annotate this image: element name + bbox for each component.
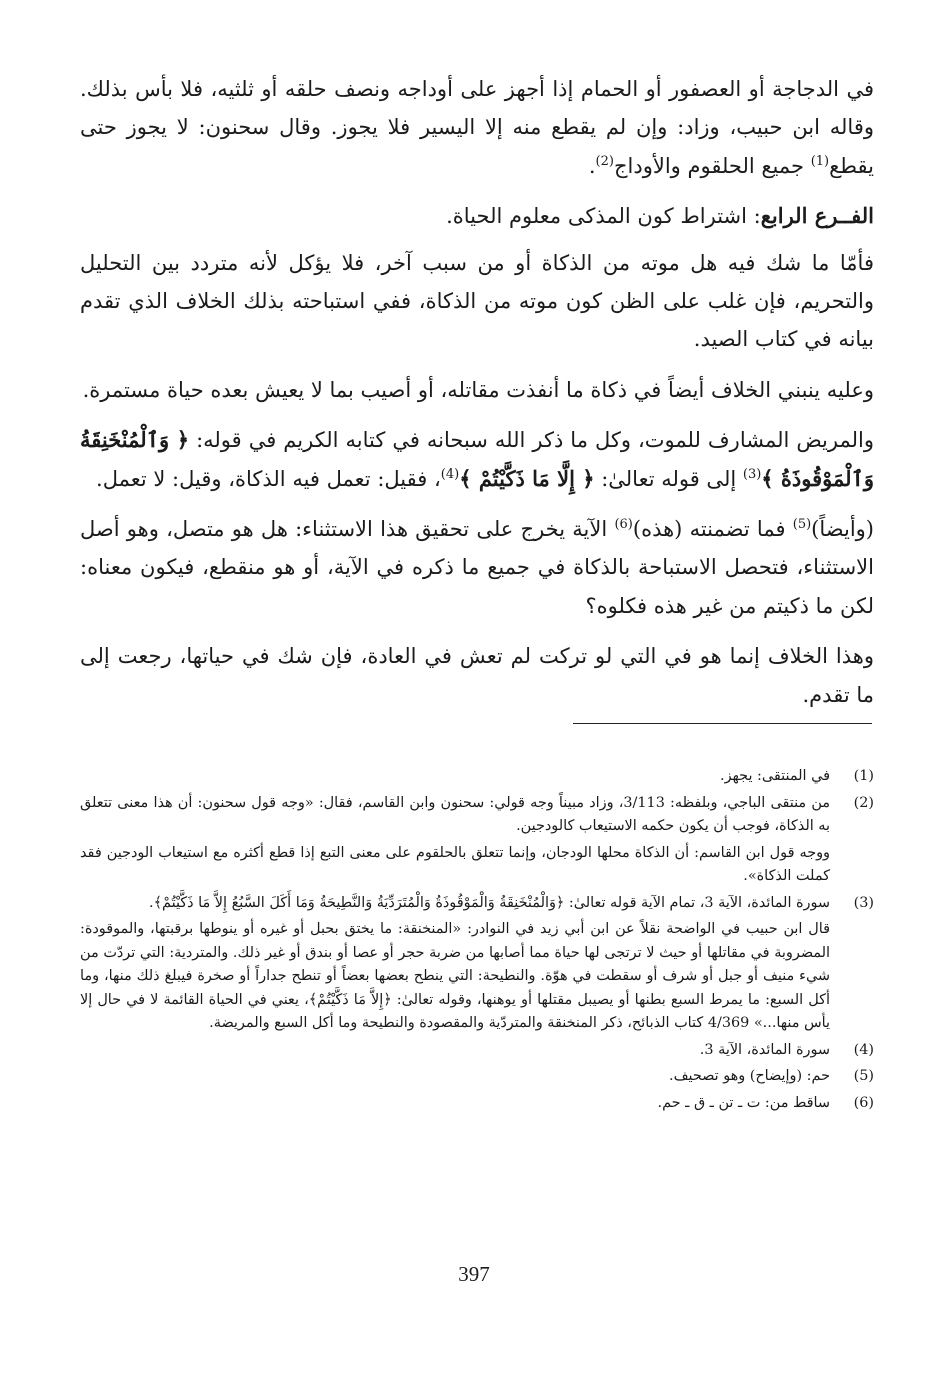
footnote-ref-6[interactable]: (6): [614, 517, 633, 533]
paragraph-3: وعليه ينبني الخلاف أيضاً في ذكاة ما أنفذت مقاتله، أو أصيب بما لا يعيش بعده حياة مستمرة.: [82, 377, 874, 402]
paragraph-4: [80, 421, 874, 498]
section-heading: [80, 197, 874, 235]
footnote-number: (2): [853, 794, 874, 811]
footnote-2-continuation: ووجه قول ابن القاسم: أن الذكاة محلها الودجان، وإنما تتعلق بالحلقوم على معنى التبع إذا قطع أكثره مع استيعاب الودجين فقد كملت الذكاة».: [80, 844, 830, 884]
footnote-2: [80, 792, 874, 839]
footnote-text: سورة المائدة، الآية 3، تمام الآية قوله تعالىٰ: ﴿وَالْمُنْخَنِقَةُ وَالْمَوْقُوذَةُ وَالْمُتَرَدِّيَةُ وَالنَّطِيحَةُ وَمَا أَكَلَ السَّبُعُ إِلاَّ مَا ذَكَّيْتُمْ﴾.: [149, 894, 830, 911]
footnote-ref-1[interactable]: (1): [810, 153, 830, 169]
quran-quote-2: ﴿ إِلَّا مَا ذَكَّيْتُمْ ﴾: [459, 465, 595, 491]
paragraph-4-text-c: ، فقيل: تعمل فيه الذكاة، وقيل: لا تعمل.: [96, 466, 441, 491]
footnote-text: سورة المائدة، الآية 3.: [699, 1041, 830, 1058]
paragraph-5-text-a: (وأيضاً): [811, 517, 874, 542]
paragraph-5-text-c: الآية يخرج على تحقيق هذا الاستثناء: هل هو متصل، وهو أصل الاستثناء، فتحصل الاستباحة بالذكاة في جميع ما ذكره في الآية، أو هو منقطع، فيكون معناه: لكن ما ذكيتم من غير هذه فكلوه؟: [80, 517, 874, 618]
main-text: [80, 70, 874, 726]
footnote-number: (3): [853, 894, 874, 911]
footnote-ref-4[interactable]: (4): [440, 466, 460, 482]
quran-quote-1: ﴿ وَٱلْمُنْخَنِقَةُ وَٱلْمَوْقُوذَةُ ﴾: [80, 427, 874, 491]
paragraph-4-text-a: والمريض المشارف للموت، وكل ما ذكر الله سبحانه في كتابه الكريم في قوله:: [189, 428, 875, 453]
paragraph-1-mid: جميع الحلقوم والأوداج: [613, 153, 811, 178]
footnote-ref-2[interactable]: (2): [595, 153, 614, 169]
footnote-number: (1): [853, 768, 874, 784]
footnote-6: [80, 1092, 874, 1116]
footnote-text: حم: (وإيضاح) وهو تصحيف.: [669, 1068, 830, 1084]
footnote-ref-5[interactable]: (5): [792, 517, 812, 533]
paragraph-1-text: في الدجاجة أو العصفور أو الحمام إذا أجهز على أوداجه ونصف حلقه أو ثلثيه، فلا بأس بذلك. وقاله ابن حبيب، وزاد: وإن لم يقطع منه إلا اليسير فلا يجوز. وقال سحنون: لا يجوز حتى يقطع: [80, 77, 874, 178]
paragraph-2: فأمّا ما شك فيه هل موته من الذكاة أو من سبب آخر، فلا يؤكل لأنه متردد بين التحليل والتحريم، فإن غلب على الظن كون موته من الذكاة، ففي استباحته بذلك الخلاف الذي تقدم بيانه في كتاب الصيد.: [80, 250, 874, 352]
footnote-text: ساقط من: ت ـ تن ـ ق ـ حم.: [657, 1094, 830, 1111]
footnote-3: [80, 892, 874, 916]
footnote-ref-3[interactable]: (3): [742, 466, 762, 482]
footnote-divider: [573, 723, 872, 724]
footnote-number: (4): [853, 1041, 874, 1058]
footnote-number: (5): [853, 1068, 874, 1084]
paragraph-6: وهذا الخلاف إنما هو في التي لو تركت لم تعش في العادة، فإن شك في حياتها، رجعت إلى ما تقدم.: [80, 644, 874, 707]
paragraph-4-text-b: إلى قوله تعالىٰ:: [594, 466, 743, 491]
paragraph-1-end: .: [588, 153, 596, 178]
footnote-number: (6): [853, 1094, 874, 1111]
paragraph-5: [80, 510, 874, 625]
section-heading-label: الفــرع الرابع: [760, 203, 874, 229]
footnotes-section: [80, 765, 874, 1118]
footnote-5: [80, 1065, 874, 1089]
footnote-4: [80, 1039, 874, 1063]
footnote-3-continuation: قال ابن حبيب في الواضحة نقلاً عن ابن أبي زيد في النوادر: «المنخنقة: ما يختق بحبل أو غيره أو ينوطها برقبتها، والموقودة: المضروبة في مقاتلها أو حيث لا ترتجى لها حياة مما أصابها من ضربة حجر أو عصا أو بندق أو غير ذلك. والمتردية: التي تردّت من شيء منيف أو جبل أو شرف أو سقطت في هوّة. والنطيحة: التي ينطح بعضها بعضاً أو تنطح جداراً أو صخرة فيبلغ ذلك منها، وما أكل السبع: ما يمرط السبع بطنها أو يصيبل مقتلها أو يوهنها، وقوله تعالىٰ: ﴿إِلاَّ مَا ذَكَّيْتُمْ﴾، يعني في الحياة القائمة لا في حال إلا يأس منها...» 4/369 كتاب الذبائح، ذكر المنخنقة والمتردّية والمقصودة والنطيحة وما أكل السبع والمريضة.: [80, 921, 830, 1031]
paragraph-1: [80, 70, 874, 185]
footnote-text: من منتقى الباجي، وبلفظه: 3/113، وزاد مبيناً وجه قولي: سحنون وابن القاسم، فقال: «وجه قول سحنون: أن هذا معنى تتعلق به الذكاة، فوجب أن يكون حكمه الاستيعاب كالودجين.: [80, 794, 830, 834]
footnote-1: [80, 765, 874, 789]
page-number: 397: [458, 1262, 490, 1286]
paragraph-5-text-b: فما تضمنته (هذه): [632, 517, 793, 542]
section-heading-text: : اشتراط كون المذكى معلوم الحياة.: [446, 204, 761, 229]
footnote-text: في المنتقى: يجهز.: [720, 768, 830, 784]
